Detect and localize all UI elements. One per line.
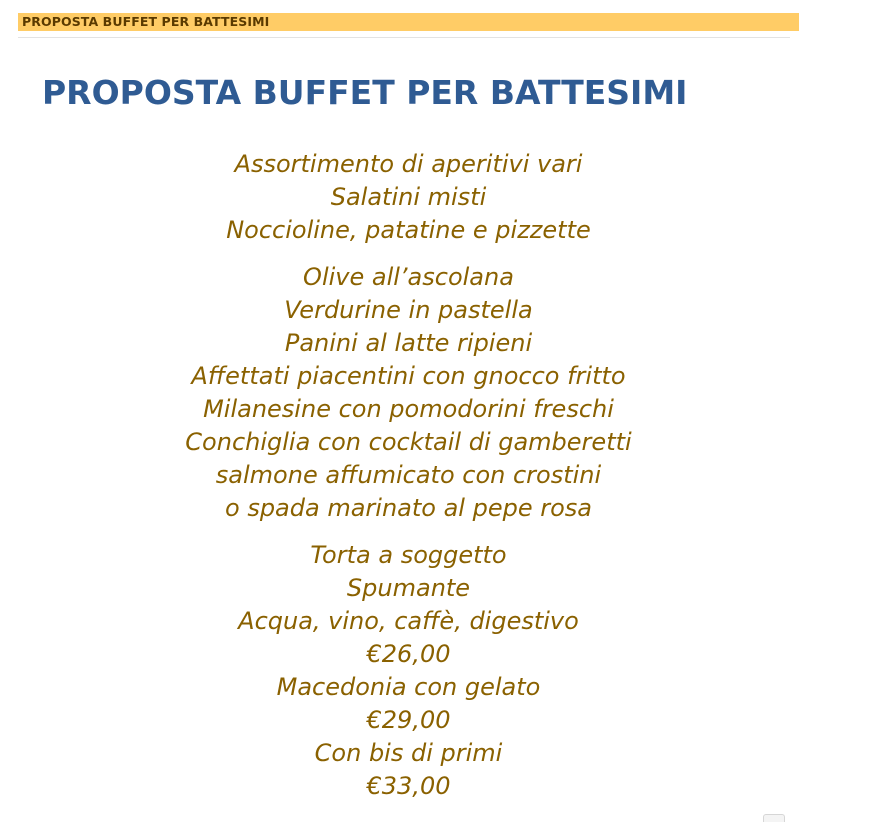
menu-item: o spada marinato al pepe rosa	[225, 494, 592, 522]
menu-item: Noccioline, patatine e pizzette	[226, 216, 591, 244]
menu-item: Salatini misti	[330, 183, 487, 211]
page-title: PROPOSTA BUFFET PER BATTESIMI	[42, 73, 688, 112]
menu-item: salmone affumicato con crostini	[215, 461, 602, 489]
header-bar-label: PROPOSTA BUFFET PER BATTESIMI	[22, 13, 270, 29]
menu-group-dolci-prezzi	[18, 539, 799, 803]
menu-item: Acqua, vino, caffè, digestivo	[238, 607, 579, 635]
menu-item: Conchiglia con cocktail di gamberetti	[185, 428, 632, 456]
menu-group-aperitivi	[18, 148, 799, 247]
menu-group-portate	[18, 261, 799, 525]
menu-item: Verdurine in pastella	[284, 296, 533, 324]
price-label: €29,00	[366, 706, 451, 734]
header-bar	[18, 13, 799, 31]
price-label: €26,00	[366, 640, 451, 668]
menu-item: Macedonia con gelato	[276, 673, 541, 701]
menu-item: Affettati piacentini con gnocco fritto	[191, 362, 626, 390]
buffet-menu	[18, 148, 799, 817]
menu-item: Assortimento di aperitivi vari	[234, 150, 583, 178]
header-divider	[18, 37, 790, 38]
price-label: €33,00	[366, 772, 451, 800]
menu-item: Torta a soggetto	[310, 541, 507, 569]
menu-item: Panini al latte ripieni	[284, 329, 533, 357]
scroll-corner-handle[interactable]	[763, 814, 785, 822]
menu-item: Olive all’ascolana	[303, 263, 514, 291]
menu-item: Spumante	[346, 574, 471, 602]
menu-item: Con bis di primi	[314, 739, 503, 767]
menu-item: Milanesine con pomodorini freschi	[203, 395, 614, 423]
